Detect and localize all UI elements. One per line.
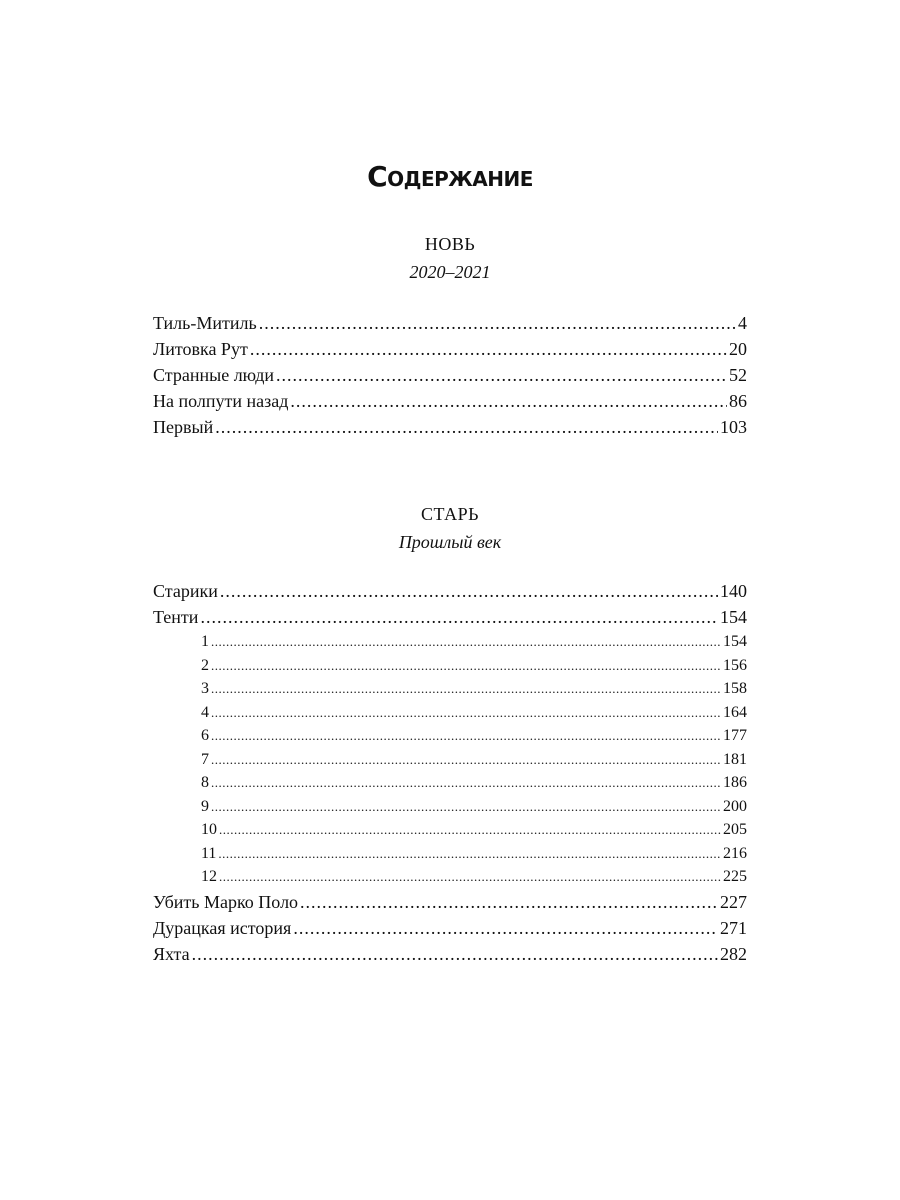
- toc-entry[interactable]: [153, 604, 747, 630]
- toc-entry-title: Тенти: [153, 607, 199, 627]
- toc-subentry[interactable]: [153, 771, 747, 795]
- part-subtitle: 2020–2021: [409, 262, 491, 282]
- toc-entry[interactable]: [153, 310, 747, 336]
- toc-entry-title: 12: [201, 868, 217, 885]
- toc-entry-title: 7: [201, 750, 209, 768]
- toc-page-number: 164: [723, 703, 747, 721]
- toc-page-number: 156: [723, 656, 747, 674]
- dot-leader: [220, 578, 718, 604]
- toc-entry-title: Дурацкая история: [153, 917, 292, 938]
- toc-entry[interactable]: [153, 388, 747, 414]
- toc-page-number: 103: [720, 417, 747, 437]
- dot-leader: [211, 771, 721, 795]
- toc-entry-title: Старики: [153, 581, 218, 601]
- toc-entry-title: 10: [201, 821, 217, 838]
- toc-list-nov: [153, 310, 747, 440]
- toc-subentry[interactable]: [153, 795, 747, 819]
- toc-entry-title: 9: [201, 797, 209, 815]
- dot-leader: [250, 336, 727, 362]
- toc-subentry[interactable]: [153, 865, 747, 889]
- toc-entry[interactable]: [153, 889, 747, 915]
- toc-subentry[interactable]: [153, 630, 747, 654]
- toc-entry[interactable]: [153, 362, 747, 388]
- dot-leader: [211, 677, 721, 701]
- toc-list-star: [153, 578, 747, 967]
- toc-page-number: 154: [723, 633, 747, 650]
- toc-entry-title: 3: [201, 680, 209, 697]
- toc-entry[interactable]: [153, 915, 747, 941]
- toc-entry-title: 6: [201, 727, 209, 744]
- dot-leader: [211, 701, 721, 725]
- dot-leader: [219, 865, 721, 889]
- dot-leader: [211, 795, 721, 819]
- toc-page-number: 158: [723, 680, 747, 697]
- toc-subentry[interactable]: [153, 818, 747, 842]
- part-name: СТАРЬ: [421, 504, 479, 524]
- toc-page-number: 4: [738, 313, 747, 333]
- toc-entry-title: Странные люди: [153, 365, 274, 385]
- toc-subentry[interactable]: [153, 842, 747, 866]
- toc-page-number: 181: [723, 750, 747, 768]
- toc-subentry[interactable]: [153, 701, 747, 725]
- part-header-star: [0, 502, 900, 554]
- toc-subentry[interactable]: [153, 724, 747, 748]
- toc-subentry[interactable]: [153, 748, 747, 772]
- toc-page-number: 227: [720, 891, 747, 912]
- toc-page-number: 86: [729, 391, 747, 411]
- toc-page-number: 205: [723, 821, 747, 838]
- dot-leader: [218, 842, 721, 866]
- dot-leader: [215, 414, 718, 440]
- toc-entry-title: 8: [201, 774, 209, 791]
- toc-entry[interactable]: [153, 941, 747, 967]
- toc-page-number: 200: [723, 797, 747, 815]
- toc-page-number: 20: [729, 339, 747, 359]
- dot-leader: [276, 362, 727, 388]
- dot-leader: [293, 915, 718, 941]
- toc-entry-title: Убить Марко Поло: [153, 891, 299, 912]
- part-name: НОВЬ: [424, 234, 476, 254]
- dot-leader: [219, 818, 721, 842]
- toc-entry-title: 4: [201, 703, 209, 721]
- toc-entry[interactable]: [153, 414, 747, 440]
- dot-leader: [211, 748, 721, 772]
- toc-page-number: 186: [723, 774, 747, 791]
- dot-leader: [259, 310, 736, 336]
- toc-page-number: 52: [729, 365, 747, 385]
- toc-entry-title: Литовка Рут: [153, 339, 248, 359]
- toc-entry[interactable]: [153, 336, 747, 362]
- toc-entry-title: 11: [201, 844, 217, 862]
- toc-entry-title: 2: [201, 656, 209, 674]
- toc-entry-title: На полпути назад: [153, 391, 289, 411]
- toc-entry-title: Тиль-Митиль: [153, 313, 257, 333]
- dot-leader: [290, 388, 727, 414]
- dot-leader: [300, 889, 718, 915]
- toc-page-number: 271: [720, 917, 747, 938]
- toc-page-number: 282: [720, 943, 747, 964]
- toc-subentry[interactable]: [153, 677, 747, 701]
- toc-page-number: 140: [720, 581, 747, 601]
- dot-leader: [192, 941, 718, 967]
- page-title: Содержание: [367, 160, 533, 193]
- toc-entry-title: Яхта: [153, 943, 190, 964]
- toc-entry[interactable]: [153, 578, 747, 604]
- part-header-nov: [0, 232, 900, 284]
- dot-leader: [211, 630, 721, 654]
- part-subtitle: Прошлый век: [398, 532, 502, 552]
- toc-page-number: 177: [723, 727, 747, 744]
- toc-page-number: 225: [723, 868, 747, 885]
- toc-page-number: 154: [720, 607, 747, 627]
- toc-subentry[interactable]: [153, 654, 747, 678]
- toc-entry-title: 1: [201, 633, 209, 650]
- toc-page-number: 216: [723, 844, 747, 862]
- dot-leader: [200, 604, 718, 630]
- dot-leader: [211, 724, 721, 748]
- dot-leader: [211, 654, 721, 678]
- toc-entry-title: Первый: [153, 417, 214, 437]
